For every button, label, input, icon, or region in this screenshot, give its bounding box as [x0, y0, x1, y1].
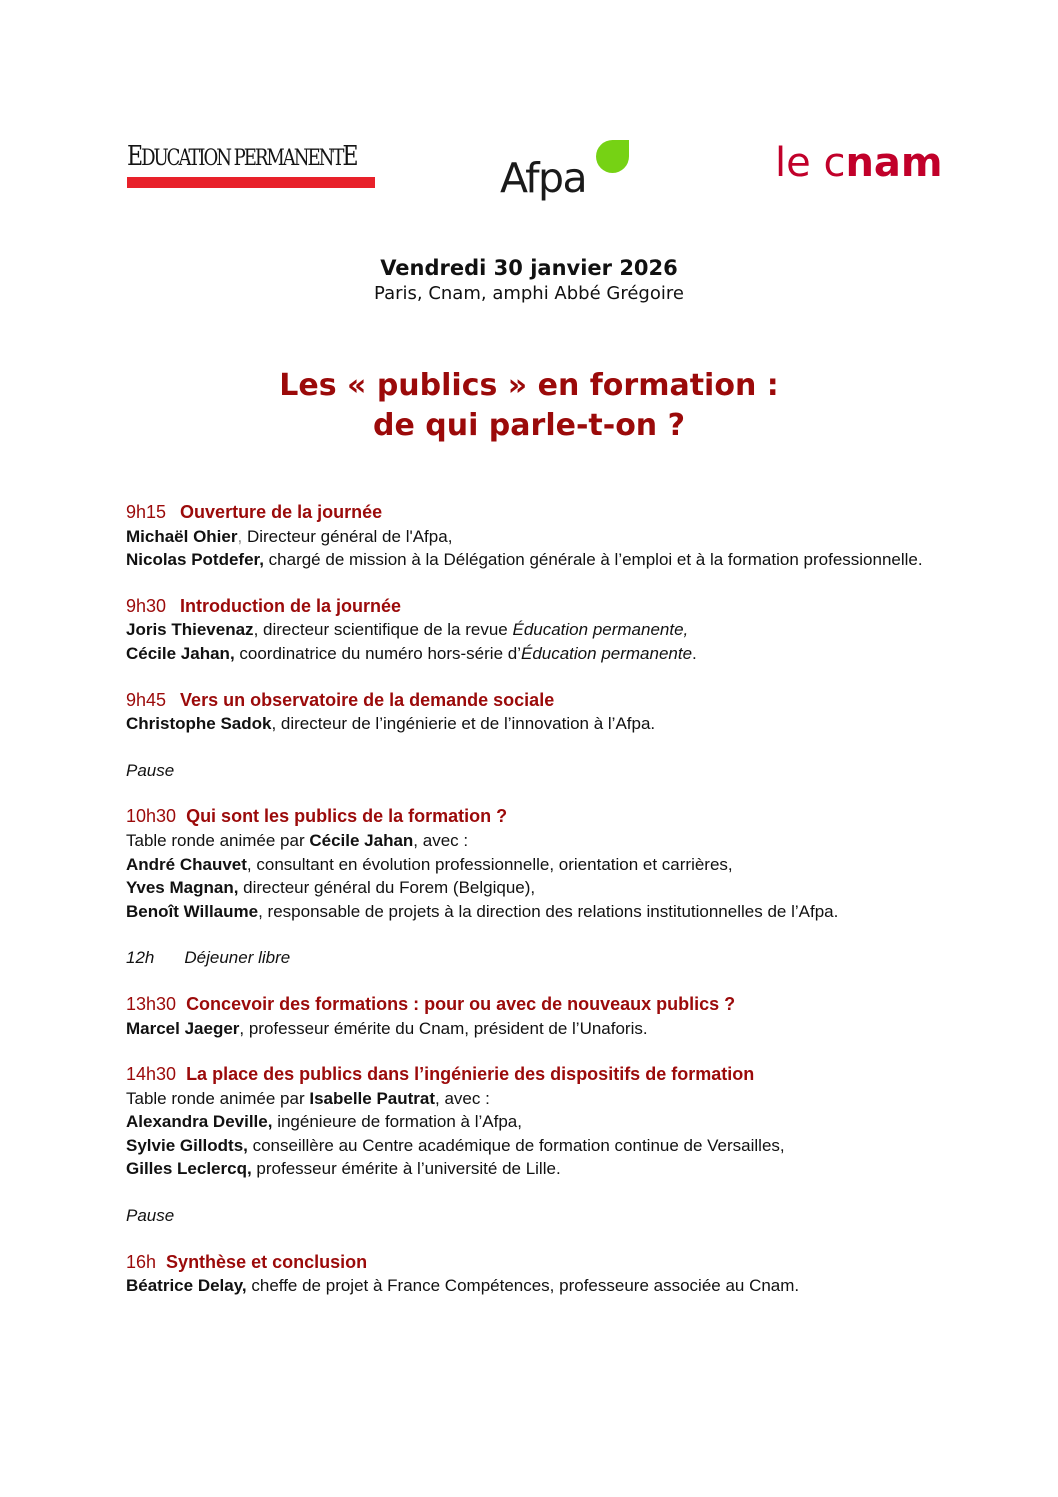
education-permanente-wordmark	[127, 140, 356, 176]
education-permanente-logo	[127, 140, 377, 188]
speaker-role: , responsable de projets à la direction des relations institutionnelles de l’Afpa.	[258, 901, 839, 921]
speaker-name: Benoît Willaume	[126, 901, 259, 921]
ep-letters: DUCATION PERMANENT	[141, 146, 343, 171]
event-date: Vendredi 30 janvier 2026	[380, 256, 678, 280]
session-topic: Concevoir des formations : pour ou avec de nouveaux publics ?	[186, 993, 736, 1014]
session-concevoir	[126, 993, 1026, 1040]
moderator-intro-end: , avec :	[413, 830, 469, 850]
afpa-wordmark: Afpa	[500, 154, 587, 202]
speaker	[126, 900, 1026, 924]
program	[126, 501, 1026, 1321]
speaker	[126, 1157, 1026, 1181]
lunch-label: Déjeuner libre	[184, 948, 291, 968]
session-introduction	[126, 595, 1026, 666]
pause-morning: Pause	[126, 760, 175, 780]
title-line-2: de qui parle-t-on ?	[372, 408, 686, 443]
moderator-intro-end: , avec :	[435, 1088, 490, 1108]
speaker-role: Directeur général de l'Afpa,	[242, 526, 453, 546]
cnam-logo	[775, 140, 943, 186]
moderator-line	[126, 829, 1026, 853]
journal-title: Éducation permanente,	[512, 620, 689, 640]
speaker-role: , directeur scientifique de la revue	[253, 620, 513, 640]
session-topic: Synthèse et conclusion	[166, 1251, 368, 1272]
session-topic: Vers un observatoire de la demande sociale	[180, 689, 555, 710]
speaker-name: André Chauvet	[126, 854, 247, 874]
speaker	[126, 1017, 1026, 1041]
speaker	[126, 1274, 1026, 1298]
session-time: 9h45	[126, 689, 167, 710]
session-opening	[126, 501, 1026, 572]
comma: ,	[237, 526, 243, 546]
cnam-wordmark-light: le c	[775, 140, 846, 186]
session-topic: Ouverture de la journée	[180, 502, 383, 522]
speaker-role: coordinatrice du numéro hors-série d’	[234, 643, 521, 663]
ep-letter-last: E	[342, 141, 357, 172]
session-topic: Introduction de la journée	[180, 595, 402, 616]
speaker	[126, 712, 1026, 736]
session-time: 13h30	[126, 993, 177, 1014]
speaker-role: , professeur émérite du Cnam, président de l’Unaforis.	[239, 1018, 648, 1038]
session-round-table-2	[126, 1063, 1026, 1181]
speaker-name: Gilles Leclercq,	[126, 1159, 252, 1179]
session-round-table-1	[126, 805, 1026, 923]
ep-red-bar	[127, 177, 375, 188]
journal-title: Éducation permanente	[520, 643, 693, 663]
speaker	[126, 1134, 1026, 1158]
session-time: 10h30	[126, 806, 177, 827]
moderator-name: Isabelle Pautrat	[309, 1088, 436, 1108]
speaker	[126, 1110, 1026, 1134]
session-conclusion	[126, 1251, 1026, 1298]
afpa-logo	[500, 140, 635, 210]
pause-afternoon: Pause	[126, 1206, 175, 1226]
speaker-name: Joris Thievenaz	[126, 620, 254, 640]
lunch-time: 12h	[126, 948, 155, 968]
leaf-icon	[596, 140, 629, 173]
speaker-role: professeur émérite à l’université de Lille.	[251, 1159, 561, 1179]
speaker-name: Michaël Ohier	[126, 526, 238, 546]
moderator-intro: Table ronde animée par	[126, 1088, 310, 1108]
speaker-name: Christophe Sadok	[126, 714, 272, 734]
session-time: 14h30	[126, 1064, 177, 1085]
speaker	[126, 876, 1026, 900]
session-time: 16h	[126, 1251, 157, 1272]
speaker-name: Marcel Jaeger	[126, 1018, 240, 1038]
cnam-wordmark-bold: nam	[845, 140, 943, 186]
event-place: Paris, Cnam, amphi Abbé Grégoire	[374, 283, 684, 304]
speaker-role: , directeur de l’ingénierie et de l’innovation à l’Afpa.	[271, 714, 656, 734]
session-observatoire	[126, 689, 1026, 736]
moderator-line	[126, 1087, 1026, 1111]
speaker-name: Alexandra Deville,	[126, 1112, 273, 1132]
speaker-role: conseillère au Centre académique de formation continue de Versailles,	[247, 1135, 785, 1155]
ep-letter-first: E	[127, 141, 142, 172]
session-topic: Qui sont les publics de la formation ?	[186, 806, 508, 827]
speaker-name: Cécile Jahan,	[126, 643, 235, 663]
speaker	[126, 853, 1026, 877]
event-info	[0, 254, 1058, 306]
session-time: 9h15	[126, 502, 167, 522]
period: .	[692, 643, 697, 663]
speaker-name: Nicolas Potdefer,	[126, 550, 264, 570]
speaker-role: , consultant en évolution professionnelle, orientation et carrières,	[246, 854, 733, 874]
session-time: 9h30	[126, 595, 167, 616]
moderator-intro: Table ronde animée par	[126, 830, 310, 850]
speaker-role: cheffe de projet à France Compétences, professeure associée au Cnam.	[246, 1276, 800, 1296]
speaker-role: chargé de mission à la Délégation générale à l’emploi et à la formation professionnelle.	[263, 550, 923, 570]
speaker	[126, 618, 1026, 642]
speaker-name: Sylvie Gillodts,	[126, 1135, 248, 1155]
page-title	[0, 366, 1058, 446]
moderator-name: Cécile Jahan	[309, 830, 414, 850]
speaker	[126, 642, 1026, 666]
speaker-role: directeur général du Forem (Belgique),	[238, 878, 536, 898]
session-topic: La place des publics dans l’ingénierie des dispositifs de formation	[186, 1064, 755, 1085]
title-line-1: Les « publics » en formation :	[279, 368, 779, 403]
lunch-break	[126, 946, 1026, 970]
speaker	[126, 548, 1026, 572]
speaker-name: Yves Magnan,	[126, 878, 239, 898]
speaker-role: ingénieure de formation à l’Afpa,	[272, 1112, 522, 1132]
speaker	[126, 525, 1026, 549]
speaker-name: Béatrice Delay,	[126, 1276, 247, 1296]
